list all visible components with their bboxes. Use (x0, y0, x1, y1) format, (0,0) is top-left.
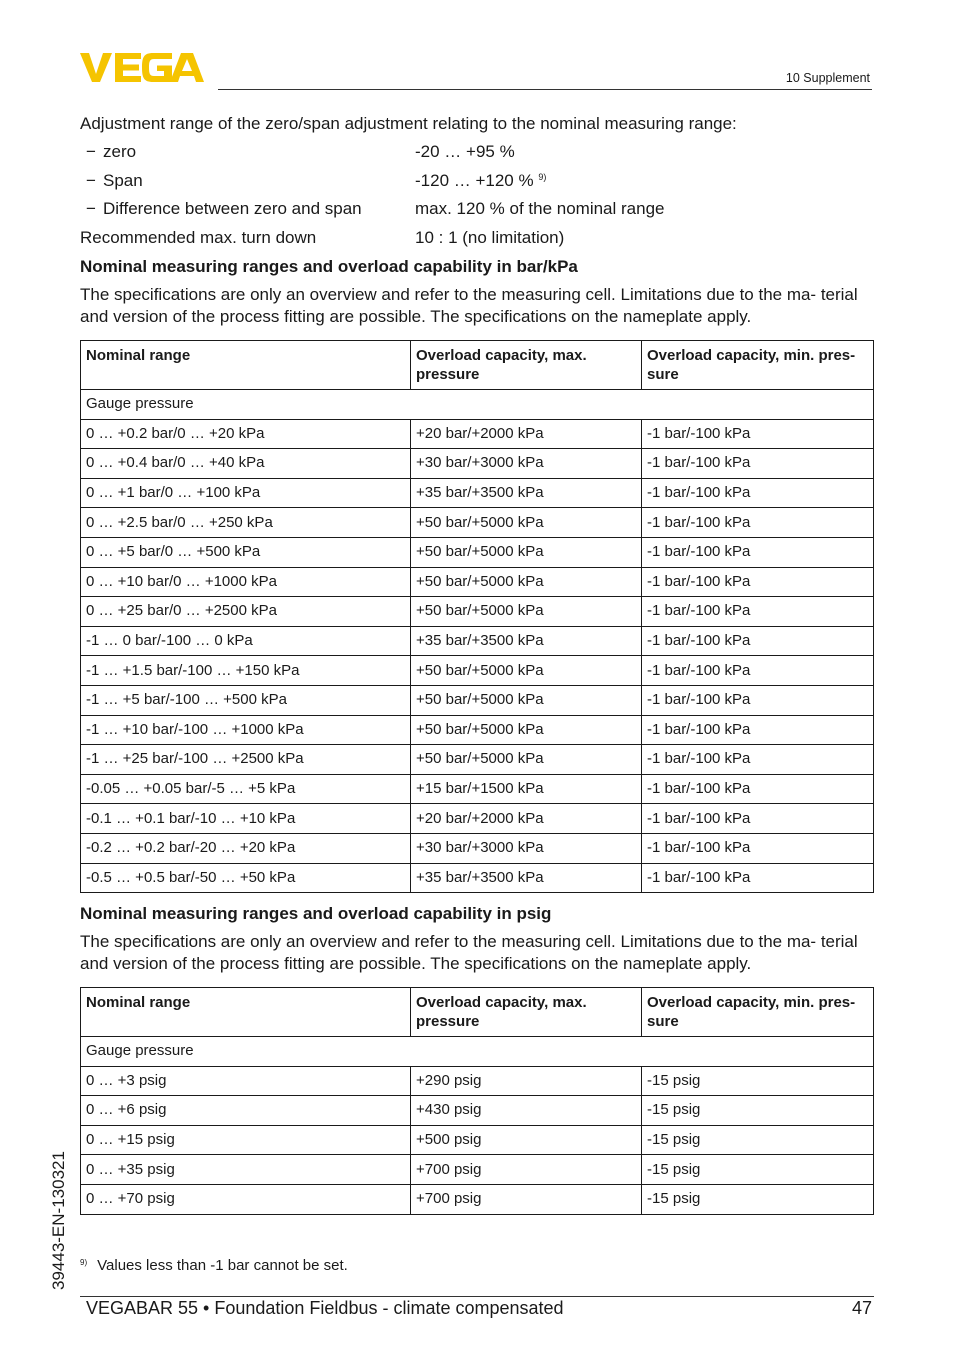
table-row (81, 567, 874, 597)
vega-logo-graphic (80, 50, 212, 84)
table-cell: -15 psig (642, 1184, 874, 1214)
table-cell: -15 psig (642, 1125, 874, 1155)
table-cell: +500 psig (411, 1125, 642, 1155)
table-cell: 0 … +35 psig (81, 1155, 411, 1185)
table-cell: -15 psig (642, 1096, 874, 1126)
table-cell: -15 psig (642, 1066, 874, 1096)
table-cell: +430 psig (411, 1096, 642, 1126)
header-divider (218, 89, 872, 90)
table-bar-kpa (80, 340, 874, 893)
dash-bullet: − (86, 171, 96, 190)
spec-label: − Difference between zero and span (86, 199, 362, 218)
table-row (81, 1096, 874, 1126)
table-cell: -1 bar/-100 kPa (642, 597, 874, 627)
table-psig (80, 987, 874, 1215)
table-row (81, 537, 874, 567)
table-cell: -1 bar/-100 kPa (642, 537, 874, 567)
table-cell: -1 bar/-100 kPa (642, 508, 874, 538)
table-cell: +30 bar/+3000 kPa (411, 833, 642, 863)
table-row (81, 656, 874, 686)
adjustment-intro: Adjustment range of the zero/span adjustment relating to the nominal measuring range: (80, 114, 737, 133)
spec-label: − Span (86, 171, 143, 190)
table-cell: +20 bar/+2000 kPa (411, 804, 642, 834)
table-cell: -1 bar/-100 kPa (642, 745, 874, 775)
table-row (81, 419, 874, 449)
table-cell: -0.5 … +0.5 bar/-50 … +50 kPa (81, 863, 411, 893)
table-cell: -1 … +10 bar/-100 … +1000 kPa (81, 715, 411, 745)
table-cell: 0 … +0.2 bar/0 … +20 kPa (81, 419, 411, 449)
table-cell: -1 … +25 bar/-100 … +2500 kPa (81, 745, 411, 775)
table-cell: +35 bar/+3500 kPa (411, 478, 642, 508)
table-cell: +35 bar/+3500 kPa (411, 626, 642, 656)
table-row (81, 597, 874, 627)
table-cell: +50 bar/+5000 kPa (411, 745, 642, 775)
spec-value: max. 120 % of the nominal range (415, 199, 665, 218)
footnote (80, 1257, 348, 1274)
column-header: Nominal range (81, 341, 411, 390)
table-cell: +50 bar/+5000 kPa (411, 567, 642, 597)
table-cell: +290 psig (411, 1066, 642, 1096)
table-row (81, 508, 874, 538)
spec-label: − zero (86, 142, 137, 161)
group-label: Gauge pressure (81, 1037, 874, 1067)
table-header-row (81, 341, 874, 390)
table-cell: +15 bar/+1500 kPa (411, 774, 642, 804)
column-header: Overload capacity, min. pres- sure (642, 988, 874, 1037)
table-cell: +35 bar/+3500 kPa (411, 863, 642, 893)
document-number: 39443-EN-130321 (49, 1151, 68, 1290)
table-cell: +50 bar/+5000 kPa (411, 597, 642, 627)
spec-label: Recommended max. turn down (80, 228, 317, 247)
table-cell: -1 … 0 bar/-100 … 0 kPa (81, 626, 411, 656)
table-cell: -1 bar/-100 kPa (642, 656, 874, 686)
table-cell: 0 … +0.4 bar/0 … +40 kPa (81, 449, 411, 479)
column-header: Nominal range (81, 988, 411, 1037)
footnote-marker: 9) (80, 1258, 88, 1267)
group-label: Gauge pressure (81, 390, 874, 420)
table-cell: 0 … +10 bar/0 … +1000 kPa (81, 567, 411, 597)
table-cell: -1 bar/-100 kPa (642, 626, 874, 656)
column-header: Overload capacity, max. pressure (411, 988, 642, 1037)
table-cell: +50 bar/+5000 kPa (411, 656, 642, 686)
table-row (81, 1184, 874, 1214)
table-row (81, 863, 874, 893)
table-group-row (81, 1037, 874, 1067)
table-row (81, 1066, 874, 1096)
table-row (81, 1155, 874, 1185)
table-cell: -1 bar/-100 kPa (642, 419, 874, 449)
table-cell: -0.2 … +0.2 bar/-20 … +20 kPa (81, 833, 411, 863)
table-cell: 0 … +2.5 bar/0 … +250 kPa (81, 508, 411, 538)
table-cell: -1 bar/-100 kPa (642, 804, 874, 834)
table-row (81, 804, 874, 834)
table-cell: 0 … +70 psig (81, 1184, 411, 1214)
page-number: 47 (851, 1298, 872, 1318)
footnote-text: Values less than -1 bar cannot be set. (97, 1257, 348, 1274)
section-paragraph-bar: The specifications are only an overview and refer to the measuring cell. Limitations due to the ma- terial and version of the process fitting are possible. The specifications on the nameplate apply. (80, 285, 858, 326)
table-cell: -1 bar/-100 kPa (642, 774, 874, 804)
spec-value: -20 … +95 % (415, 142, 515, 161)
spec-value: 10 : 1 (no limitation) (415, 228, 565, 247)
table-row (81, 449, 874, 479)
table-cell: -0.1 … +0.1 bar/-10 … +10 kPa (81, 804, 411, 834)
spec-row-turndown (80, 227, 874, 249)
table-cell: 0 … +1 bar/0 … +100 kPa (81, 478, 411, 508)
section-heading-psig: Nominal measuring ranges and overload capability in psig (80, 904, 552, 923)
table-header-row (81, 988, 874, 1037)
table-row (81, 1125, 874, 1155)
table-cell: +50 bar/+5000 kPa (411, 715, 642, 745)
table-cell: -1 bar/-100 kPa (642, 833, 874, 863)
table-cell: -15 psig (642, 1155, 874, 1185)
table-cell: 0 … +6 psig (81, 1096, 411, 1126)
table-cell: -1 bar/-100 kPa (642, 478, 874, 508)
table-cell: +50 bar/+5000 kPa (411, 537, 642, 567)
table-cell: -1 bar/-100 kPa (642, 567, 874, 597)
vega-logo (80, 50, 212, 84)
table-cell: -1 bar/-100 kPa (642, 715, 874, 745)
section-label: 10 Supplement (785, 71, 870, 85)
footer-divider (80, 1296, 874, 1297)
table-cell: +700 psig (411, 1155, 642, 1185)
table-cell: +20 bar/+2000 kPa (411, 419, 642, 449)
table-cell: +50 bar/+5000 kPa (411, 508, 642, 538)
table-cell: -0.05 … +0.05 bar/-5 … +5 kPa (81, 774, 411, 804)
table-row (81, 774, 874, 804)
spec-row-zero (80, 141, 874, 163)
table-cell: -1 … +5 bar/-100 … +500 kPa (81, 685, 411, 715)
spec-row-span (80, 170, 874, 192)
column-header: Overload capacity, max. pressure (411, 341, 642, 390)
table-cell: +700 psig (411, 1184, 642, 1214)
table-row (81, 715, 874, 745)
table-cell: -1 … +1.5 bar/-100 … +150 kPa (81, 656, 411, 686)
footnote-ref: 9) (538, 172, 547, 182)
table-cell: 0 … +5 bar/0 … +500 kPa (81, 537, 411, 567)
spec-row-difference (80, 198, 874, 220)
column-header: Overload capacity, min. pres- sure (642, 341, 874, 390)
table-cell: +30 bar/+3000 kPa (411, 449, 642, 479)
table-cell: 0 … +25 bar/0 … +2500 kPa (81, 597, 411, 627)
table-row (81, 478, 874, 508)
section-paragraph-psig: The specifications are only an overview and refer to the measuring cell. Limitations due to the ma- terial and version of the process fitting are possible. The specifications on the nameplate apply. (80, 932, 858, 973)
table-row (81, 745, 874, 775)
table-cell: 0 … +3 psig (81, 1066, 411, 1096)
spec-value: -120 … +120 % $^{9)}$ (415, 171, 547, 190)
footer-title: VEGABAR 55 • Foundation Fieldbus - climate compensated (86, 1298, 564, 1318)
table-row (81, 626, 874, 656)
table-row (81, 685, 874, 715)
table-group-row (81, 390, 874, 420)
table-cell: -1 bar/-100 kPa (642, 449, 874, 479)
table-cell: 0 … +15 psig (81, 1125, 411, 1155)
dash-bullet: − (86, 142, 96, 161)
table-cell: -1 bar/-100 kPa (642, 685, 874, 715)
table-cell: +50 bar/+5000 kPa (411, 685, 642, 715)
dash-bullet: − (86, 199, 96, 218)
table-cell: -1 bar/-100 kPa (642, 863, 874, 893)
section-heading-bar: Nominal measuring ranges and overload capability in bar/kPa (80, 257, 578, 276)
table-row (81, 833, 874, 863)
